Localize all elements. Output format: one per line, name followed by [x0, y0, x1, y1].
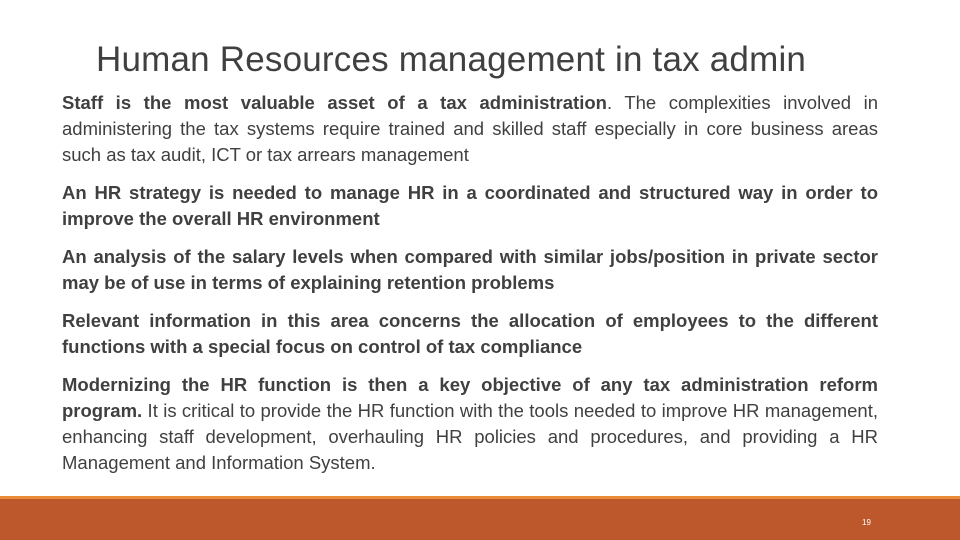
paragraph-normal-text: . The complexities involved in administering the tax systems require trained and skilled staff especially in core business areas such as tax audit, ICT or tax arrears management: [62, 92, 878, 165]
paragraph-relevant-information: [62, 308, 878, 360]
paragraph-hr-strategy: [62, 180, 878, 232]
paragraph-salary-analysis: [62, 244, 878, 296]
page-number: 19: [862, 518, 871, 527]
slide-title: Human Resources management in tax admin: [96, 40, 807, 79]
paragraph-staff-asset: [62, 90, 878, 168]
slide-body: [62, 90, 878, 488]
footer-accent-line: [0, 496, 960, 499]
paragraph-bold-text: Modernizing the HR function is then a key objective of any tax administration reform program.: [62, 374, 878, 421]
paragraph-bold-text: An HR strategy is needed to manage HR in a coordinated and structured way in order to improve the overall HR environment: [62, 182, 878, 229]
paragraph-bold-text: Staff is the most valuable asset of a tax administration: [62, 92, 607, 113]
paragraph-bold-text: An analysis of the salary levels when compared with similar jobs/position in private sector may be of use in terms of explaining retention problems: [62, 246, 878, 293]
paragraph-normal-text: It is critical to provide the HR function with the tools needed to improve HR management, enhancing staff development, overhauling HR policies and procedures, and providing a HR Management and Information System.: [62, 400, 878, 473]
paragraph-bold-text: Relevant information in this area concerns the allocation of employees to the different functions with a special focus on control of tax compliance: [62, 310, 878, 357]
footer-bar: [0, 496, 960, 540]
paragraph-modernizing-hr: [62, 372, 878, 476]
